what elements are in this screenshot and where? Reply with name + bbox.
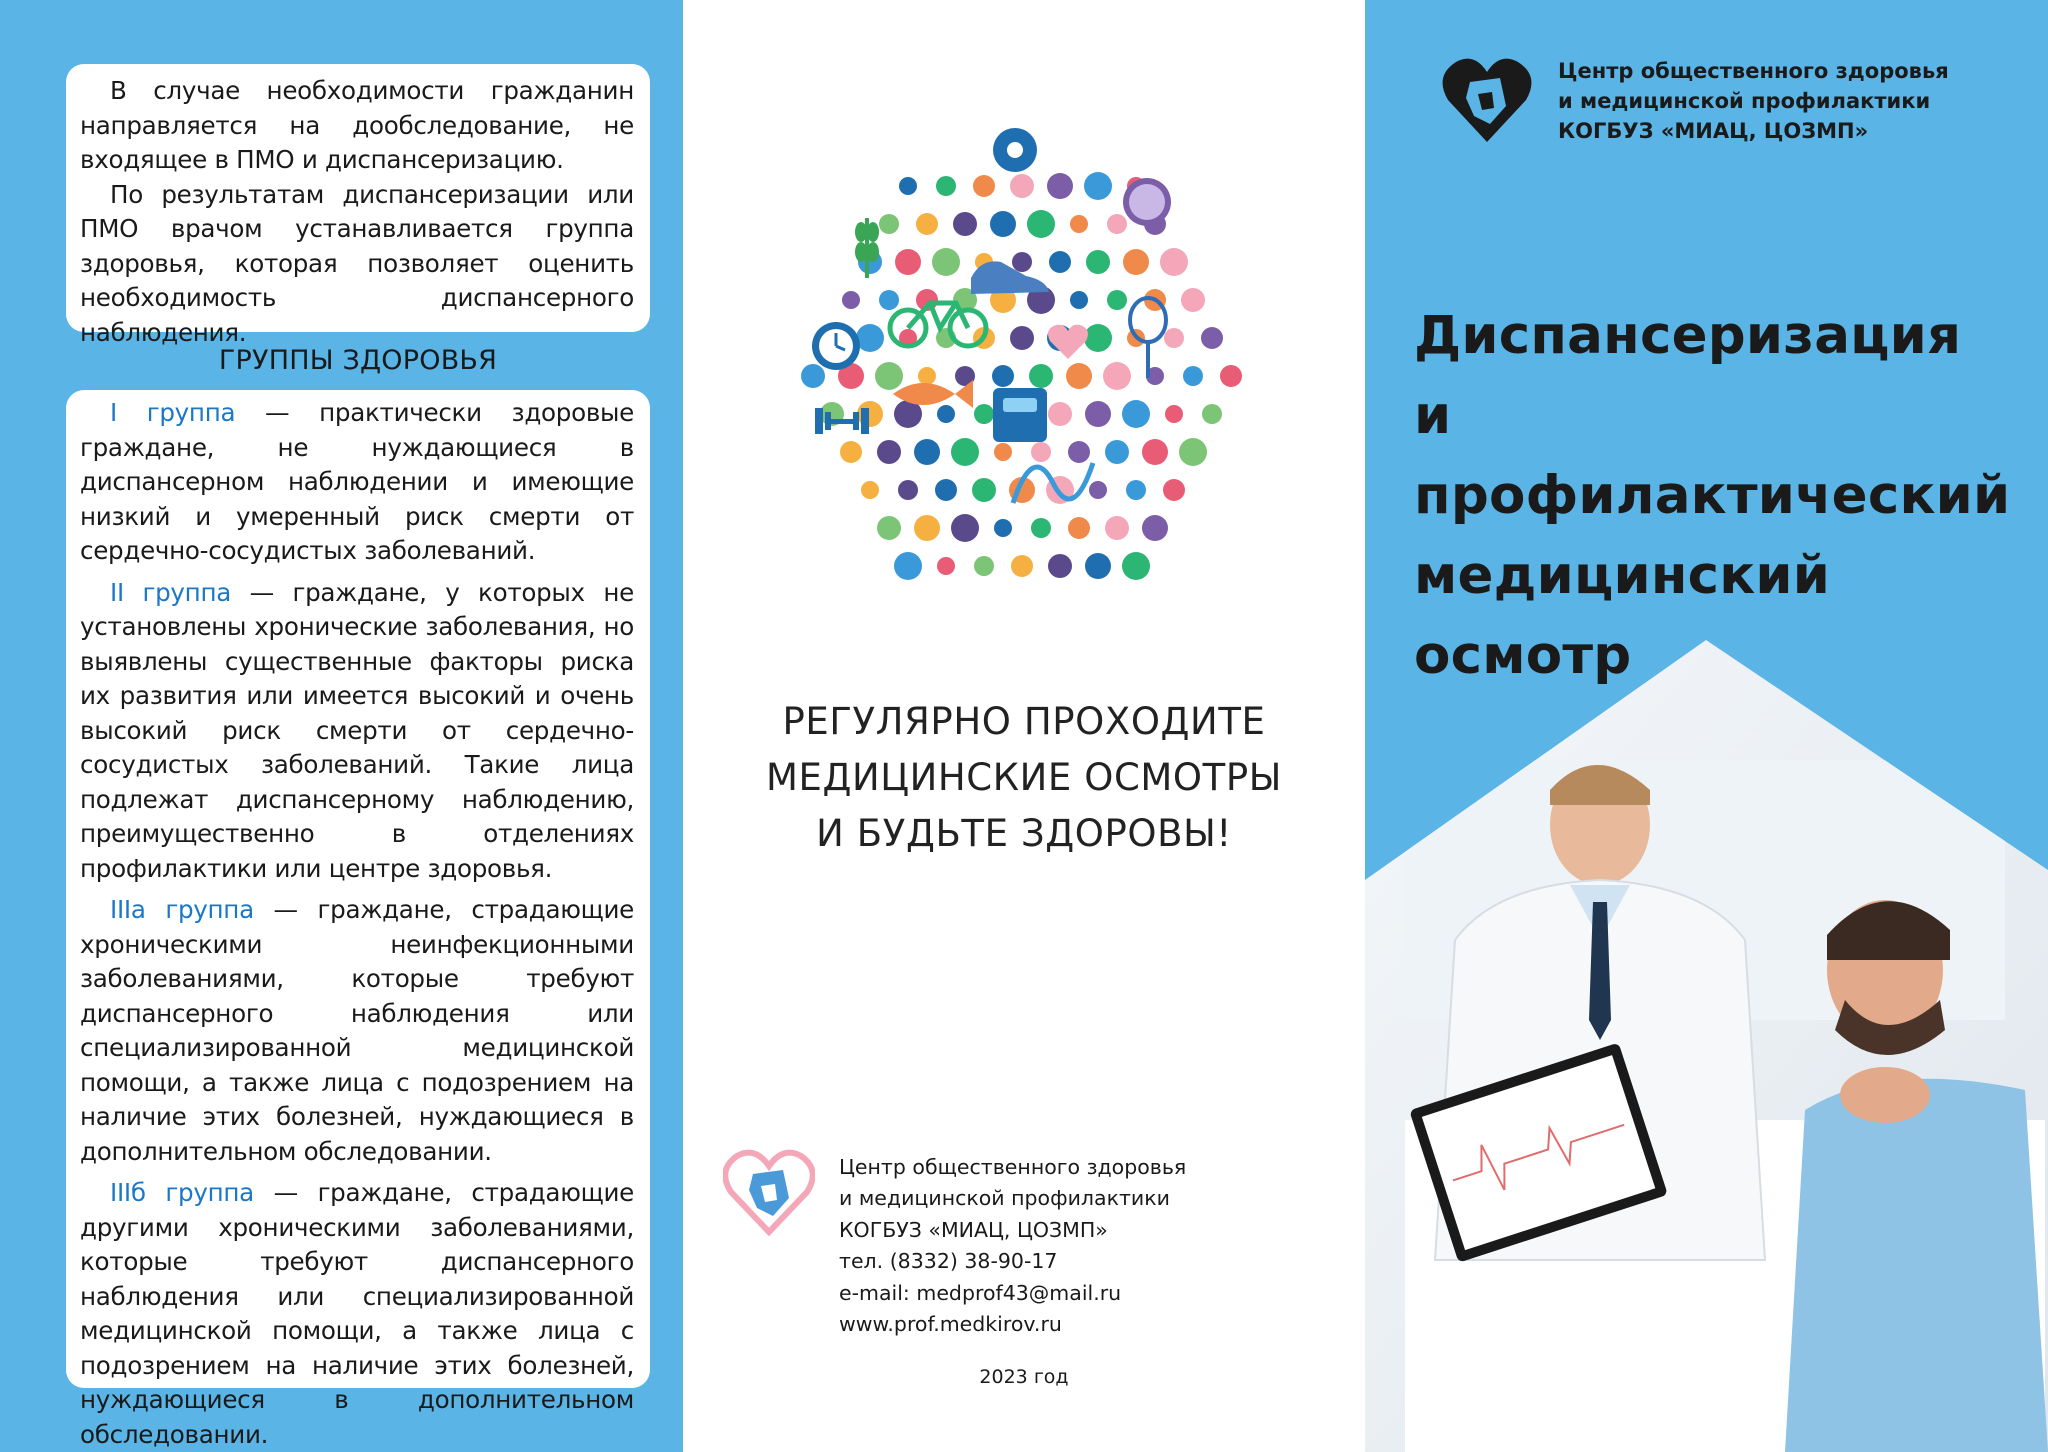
left-panel	[0, 0, 683, 1452]
lifestyle-icon	[1049, 251, 1071, 273]
lifestyle-icon	[990, 211, 1016, 237]
group-label: II группа	[110, 577, 232, 607]
center-logo-icon	[723, 1146, 815, 1238]
title-line: Диспансеризация	[1414, 305, 1962, 366]
sneaker-icon	[971, 261, 1049, 294]
lifestyle-icon	[898, 480, 918, 500]
lifestyle-icon	[1089, 481, 1107, 499]
org-name-line: и медицинской профилактики	[1558, 89, 1931, 113]
intro-card	[66, 64, 650, 347]
soccer-ball-icon	[993, 128, 1037, 172]
org-name-line: Центр общественного здоровья	[1558, 59, 1949, 83]
lifestyle-icon	[973, 175, 995, 197]
lifestyle-icon	[951, 514, 979, 542]
lifestyle-icon	[1068, 517, 1090, 539]
lifestyle-icon	[842, 291, 860, 309]
lifestyle-icon	[992, 365, 1014, 387]
group-label: IIIб группа	[110, 1178, 254, 1207]
lifestyle-icon	[1183, 366, 1203, 386]
brochure-title	[1414, 296, 2048, 696]
lifestyle-icon	[1011, 555, 1033, 577]
lifestyle-icon	[935, 479, 957, 501]
lifestyle-icon	[1181, 288, 1205, 312]
lifestyle-icon	[877, 516, 901, 540]
group-label: IIIа группа	[110, 895, 254, 924]
lifestyle-icon	[1163, 479, 1185, 501]
lifestyle-icon	[937, 557, 955, 575]
lifestyle-icon	[914, 515, 940, 541]
lifestyle-icon	[1202, 404, 1222, 424]
lifestyle-icon	[1160, 248, 1188, 276]
lifestyle-icon	[1031, 442, 1051, 462]
lifestyle-icon	[974, 556, 994, 576]
lifestyle-icon	[951, 438, 979, 466]
tennis-racket-icon	[1130, 298, 1166, 378]
lifestyle-icon	[1201, 327, 1223, 349]
lifestyle-icon	[1085, 401, 1111, 427]
lifestyle-icon	[1220, 365, 1242, 387]
lifestyle-icon	[879, 290, 899, 310]
phone-number: тел. (8332) 38-90-17	[839, 1249, 1058, 1274]
lifestyle-icon	[914, 439, 940, 465]
org-name	[1558, 56, 1949, 146]
citrus-icon	[1123, 178, 1171, 226]
title-line: и профилактический	[1414, 385, 2011, 526]
doctor-patient-photo	[1365, 640, 2048, 1452]
lifestyle-icon	[1047, 173, 1073, 199]
lifestyle-icon	[1086, 250, 1110, 274]
lifestyle-icon	[1012, 252, 1032, 272]
lifestyle-icon	[1107, 290, 1127, 310]
middle-panel	[683, 0, 1365, 1452]
org-name-line: и медицинской профилактики	[839, 1186, 1170, 1211]
lifestyle-icon	[1010, 326, 1034, 350]
lifestyle-icon	[1048, 554, 1072, 578]
lifestyle-icon	[801, 364, 825, 388]
intro-paragraph: По результатам диспансеризации или ПМО врачом устанавливается группа здоровья, которая позволяет оценить необходимость диспансерного наблюдения.	[80, 179, 634, 347]
lifestyle-icon	[1105, 516, 1129, 540]
contacts-block	[839, 1152, 1186, 1340]
groups-heading: ГРУППЫ ЗДОРОВЬЯ	[218, 345, 498, 376]
lifestyle-icon	[932, 248, 960, 276]
group-item	[80, 893, 634, 1169]
lifestyle-icon	[1010, 174, 1034, 198]
lifestyle-icon	[937, 405, 955, 423]
group-description: — граждане, у которых не установлены хронические заболевания, но выявлены существенные факторы риска их развития или имеется высокий и очень высокий риск смерти от сердечно-сосудистых заболеваний. Такие лица подлежат диспансерному наблюдению, преимущественно в отделениях профилактики или центре здоровья.	[80, 577, 634, 883]
lifestyle-icon	[1084, 172, 1112, 200]
lifestyle-icon	[1123, 249, 1149, 275]
lifestyle-icon	[1122, 400, 1150, 428]
stopwatch-icon	[812, 322, 860, 370]
lifestyle-icon	[1105, 440, 1129, 464]
lifestyle-icon	[1031, 518, 1051, 538]
lifestyle-icon	[1084, 324, 1112, 352]
lifestyle-icon	[1164, 328, 1184, 348]
lifestyle-icon	[1103, 362, 1131, 390]
lifestyle-icon	[857, 401, 883, 427]
lifestyle-icon	[1179, 438, 1207, 466]
lifestyle-icon	[1085, 553, 1111, 579]
group-item	[80, 576, 634, 887]
group-item	[80, 1176, 634, 1452]
lifestyle-icon	[894, 552, 922, 580]
group-description: — практически здоровые граждане, не нуждающиеся в диспансерном наблюдении и имеющие низкий и умеренный риск смерти от сердечно-сосудистых заболеваний.	[80, 398, 634, 565]
lifestyle-icon	[899, 177, 917, 195]
org-name-line: КОГБУЗ «МИАЦ, ЦОЗМП»	[839, 1217, 1108, 1242]
lifestyle-icon	[916, 213, 938, 235]
lifestyle-icon	[861, 481, 879, 499]
group-label: I группа	[110, 398, 236, 427]
center-logo-dark-icon	[1440, 52, 1534, 146]
lifestyle-icon	[1122, 552, 1150, 580]
lifestyle-icon	[1070, 291, 1088, 309]
healthy-lifestyle-icons-illustration	[793, 118, 1253, 638]
lifestyle-icon	[953, 212, 977, 236]
lifestyle-icon	[856, 324, 884, 352]
website-address: www.prof.medkirov.ru	[839, 1312, 1062, 1337]
lifestyle-icon	[1142, 515, 1168, 541]
intro-paragraph: В случае необходимости гражданин направляется на дообследование, не входящее в ПМО и диспансеризацию.	[80, 76, 634, 174]
lifestyle-icon	[1066, 363, 1092, 389]
lifestyle-icon	[1126, 480, 1146, 500]
title-line: медицинский осмотр	[1414, 545, 1831, 686]
lifestyle-icon	[1107, 214, 1127, 234]
lifestyle-icon	[972, 478, 996, 502]
lifestyle-icon	[875, 362, 903, 390]
lifestyle-icon	[974, 404, 994, 424]
health-groups-card	[66, 390, 650, 1449]
lifestyle-icon	[994, 443, 1012, 461]
org-name-line: Центр общественного здоровья	[839, 1155, 1187, 1179]
lifestyle-icon	[1068, 441, 1090, 463]
group-description: — граждане, страдающие другими хроническими заболеваниями, которые требуют диспансерного наблюдения или специализированной медицинской помощи, а также лица с подозрением на наличие этих болезней, нуждающиеся в дополнительном обследовании.	[80, 1178, 634, 1449]
slogan-line: И БУДЬТЕ ЗДОРОВЫ!	[816, 812, 1232, 855]
lifestyle-icon	[879, 214, 899, 234]
group-description: — граждане, страдающие хроническими неинфекционными заболеваниями, которые требуют диспансерного наблюдения или специализированной медицинской помощи, а также лица с подозрением на наличие этих болезней, нуждающиеся в дополнительном обследовании.	[80, 895, 634, 1166]
scale-icon	[993, 388, 1047, 442]
group-item	[80, 396, 634, 569]
lifestyle-icon	[877, 440, 901, 464]
lifestyle-icon	[1165, 405, 1183, 423]
lifestyle-icon	[1048, 402, 1072, 426]
lifestyle-icon	[1029, 364, 1053, 388]
org-name-line: КОГБУЗ «МИАЦ, ЦОЗМП»	[1558, 119, 1869, 143]
year-label: 2023 год	[979, 1366, 1069, 1388]
lifestyle-icon	[1142, 439, 1168, 465]
email-address: e-mail: medprof43@mail.ru	[839, 1280, 1122, 1305]
lifestyle-icon	[1070, 215, 1088, 233]
lifestyle-icon	[895, 249, 921, 275]
lifestyle-icon	[840, 441, 862, 463]
lifestyle-icon	[994, 519, 1012, 537]
lifestyle-icon	[1027, 210, 1055, 238]
right-panel	[1365, 0, 2048, 1452]
slogan-line: РЕГУЛЯРНО ПРОХОДИТЕ	[782, 700, 1266, 743]
slogan-line: МЕДИЦИНСКИЕ ОСМОТРЫ	[766, 756, 1282, 799]
slogan	[683, 694, 1365, 862]
lifestyle-icon	[918, 367, 936, 385]
lifestyle-icon	[936, 176, 956, 196]
